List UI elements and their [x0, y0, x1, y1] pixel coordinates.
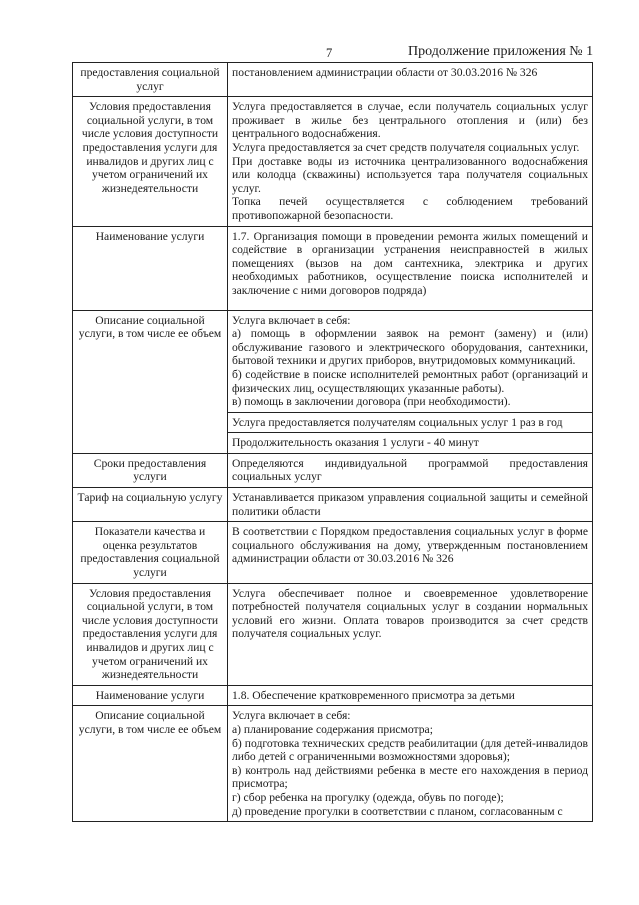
- list-item: в) помощь в заключении договора (при необходимости).: [232, 395, 511, 409]
- row-label: Наименование услуги: [73, 685, 228, 706]
- row-label: Описание социальной услуги, в том числе ее объем: [73, 310, 228, 453]
- table-row: [73, 310, 593, 412]
- list-item: Услуга включает в себя:: [232, 313, 351, 327]
- row-value: Услуга предоставляется получателям социальных услуг 1 раз в год: [228, 412, 593, 433]
- table-row: [73, 453, 593, 487]
- value-paragraph: Услуга предоставляется в случае, если получатель социальных услуг проживает в жилье без центрального отопления и (или) без центрального водоснабжения.: [232, 100, 588, 141]
- row-value: 1.8. Обеспечение кратковременного присмотра за детьми: [228, 685, 593, 706]
- row-label: Тариф на социальную услугу: [73, 488, 228, 522]
- table-row: [73, 488, 593, 522]
- list-item: а) планирование содержания присмотра;: [232, 722, 433, 736]
- list-item: а) помощь в оформлении заявок на ремонт (замену) и (или) обслуживание газового и электрического оборудования, сантехники, бытовой техники и других приборов, внутридомовых коммуникаций.: [232, 327, 588, 368]
- value-paragraph: Топка печей осуществляется с соблюдением требований противопожарной безопасности.: [232, 195, 588, 222]
- list-item: в) контроль над действиями ребенка в месте его нахождения в период присмотра;: [232, 763, 588, 791]
- list-item: б) подготовка технических средств реабилитации (для детей-инвалидов либо детей с ограниченными возможностями здоровья);: [232, 736, 588, 764]
- row-value: Устанавливается приказом управления социальной защиты и семейной политики области: [228, 488, 593, 522]
- table-row: [73, 583, 593, 685]
- page-number: 7: [326, 46, 333, 60]
- table-row: [73, 706, 593, 822]
- list-item: Услуга включает в себя:: [232, 709, 351, 723]
- value-paragraph: постановлением администрации области от 30.03.2016 № 326: [232, 66, 538, 79]
- value-paragraph: 1.7. Организация помощи в проведении ремонта жилых помещений и содействие в организации устранения неисправностей в жилых помещениях (вызов на дом сантехника, электрика и других необходимых работников, осуществление поиска исполнителей и заключение с ними договоров подряда): [232, 229, 588, 297]
- row-value: Продолжительность оказания 1 услуги - 40 минут: [228, 433, 593, 454]
- value-paragraph: При доставке воды из источника централизованного водоснабжения или колодца (скважины) используется тара получателя социальных услуг.: [232, 154, 588, 195]
- row-value: Услуга обеспечивает полное и своевременное удовлетворение потребностей получателя социальных услуг в создании нормальных условий его жизни. Оплата товаров производится за счет средств получателя социальных услуг.: [228, 583, 593, 685]
- services-table: [72, 62, 593, 822]
- row-label: Описание социальной услуги, в том числе ее объем: [73, 706, 228, 822]
- table-row: [73, 63, 593, 97]
- row-value: Определяются индивидуальной программой предоставления социальных услуг: [228, 453, 593, 487]
- row-label: Условия предоставления социальной услуги, в том числе условия доступности предоставления услуги для инвалидов и других лиц с учетом ограничений их жизнедеятельности: [73, 583, 228, 685]
- value-paragraph: Услуга предоставляется за счет средств получателя социальных услуг.: [232, 140, 580, 154]
- row-value: [228, 310, 593, 412]
- row-label: Условия предоставления социальной услуги, в том числе условия доступности предоставления услуги для инвалидов и других лиц с учетом ограничений их жизнедеятельности: [73, 97, 228, 226]
- list-item: д) проведение прогулки в соответствии с планом, согласованным с: [232, 804, 563, 818]
- row-value: [228, 97, 593, 226]
- row-value: [228, 226, 593, 310]
- row-label: Сроки предоставления услуги: [73, 453, 228, 487]
- table-row: [73, 97, 593, 226]
- row-value: [228, 63, 593, 97]
- row-value: [228, 706, 593, 822]
- row-value: В соответствии с Порядком предоставления социальных услуг в форме социального обслуживания на дому, утвержденным постановлением администрации области от 30.03.2016 № 326: [228, 522, 593, 583]
- table-row: [73, 685, 593, 706]
- list-item: б) содействие в поиске исполнителей ремонтных работ (организаций и физических лиц, осуществляющих указанные работы).: [232, 367, 588, 395]
- row-label: предоставления социальной услуг: [73, 63, 228, 97]
- list-item: г) сбор ребенка на прогулку (одежда, обувь по погоде);: [232, 790, 504, 804]
- table-row: [73, 522, 593, 583]
- row-label: Показатели качества и оценка результатов предоставления социальной услуги: [73, 522, 228, 583]
- description-list: [232, 314, 588, 409]
- description-list: [232, 709, 588, 818]
- appendix-continuation-title: Продолжение приложения № 1: [408, 44, 594, 59]
- table-row: [73, 226, 593, 310]
- row-label: Наименование услуги: [73, 226, 228, 310]
